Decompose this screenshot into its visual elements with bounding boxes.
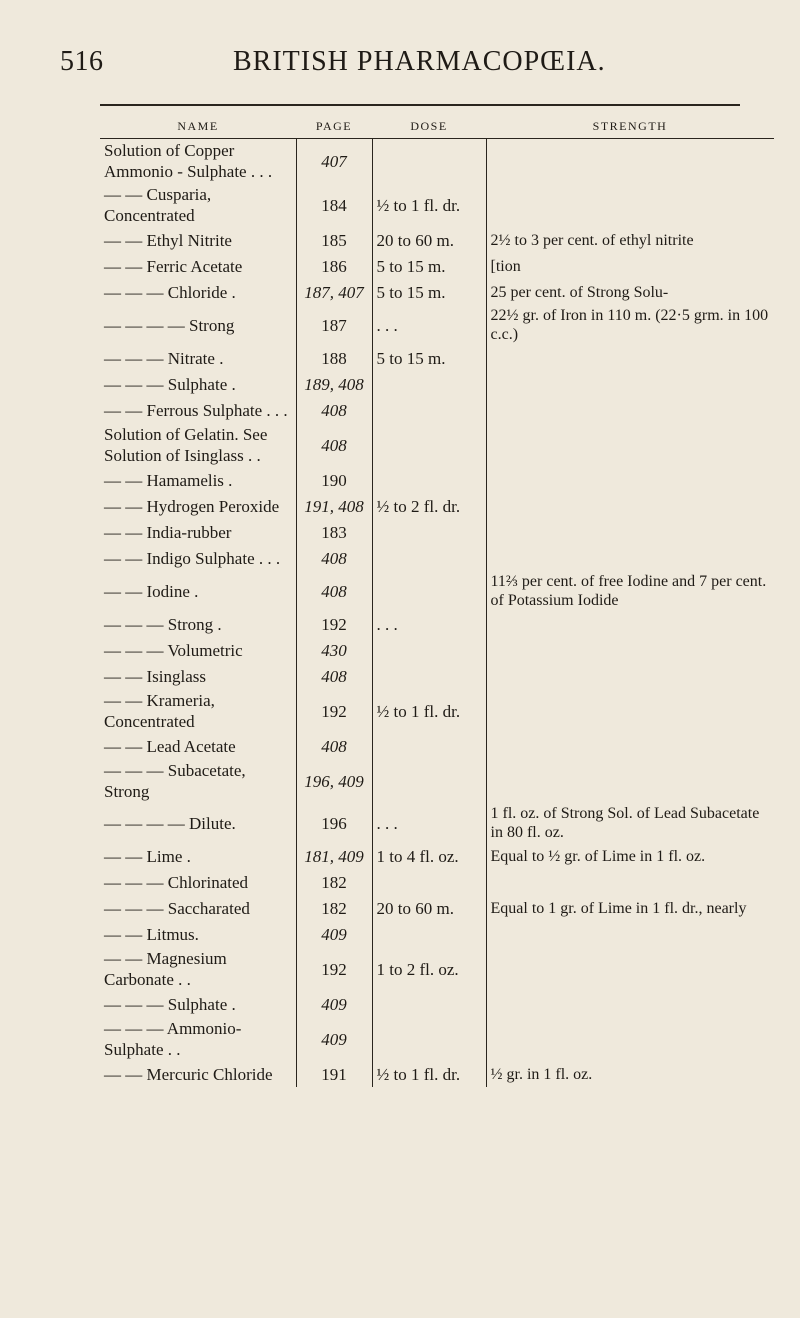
- table-row: [100, 545, 774, 571]
- cell-name: — — Magnesium Carbonate . .: [104, 949, 227, 989]
- cell-dose: [372, 991, 486, 1017]
- cell-page: 191: [296, 1061, 372, 1087]
- cell-strength: 22½ gr. of Iron in 110 m. (22·5 grm. in 100 c.c.): [486, 305, 774, 345]
- cell-name: — — — Sulphate .: [104, 994, 236, 1014]
- cell-strength: [486, 1017, 774, 1061]
- cell-name: — — India-rubber: [104, 522, 232, 542]
- table-row: [100, 279, 774, 305]
- cell-page: 190: [296, 467, 372, 493]
- cell-page: 430: [296, 637, 372, 663]
- cell-strength: Equal to ½ gr. of Lime in 1 fl. oz.: [486, 843, 774, 869]
- cell-page: 408: [296, 571, 372, 611]
- cell-dose: [372, 759, 486, 803]
- table-row: [100, 947, 774, 991]
- cell-page: 181, 409: [296, 843, 372, 869]
- cell-page: 182: [296, 869, 372, 895]
- cell-dose: [372, 139, 486, 184]
- column-header-name: NAME: [100, 116, 296, 139]
- cell-strength: [486, 611, 774, 637]
- cell-name: — — — — Strong: [104, 315, 235, 335]
- table-row: [100, 305, 774, 345]
- cell-page: 183: [296, 519, 372, 545]
- table-row: [100, 843, 774, 869]
- cell-name: — — — Chlorinated: [104, 872, 249, 892]
- cell-page: 408: [296, 545, 372, 571]
- cell-page: 408: [296, 733, 372, 759]
- cell-dose: [372, 545, 486, 571]
- cell-name: — — — Strong .: [104, 614, 222, 634]
- cell-strength: [486, 423, 774, 467]
- cell-dose: ½ to 1 fl. dr.: [372, 1061, 486, 1087]
- table-row: [100, 611, 774, 637]
- column-header-strength: STRENGTH: [486, 116, 774, 139]
- cell-dose: [372, 467, 486, 493]
- cell-dose: [372, 571, 486, 611]
- cell-name: — — Litmus.: [104, 924, 199, 944]
- cell-strength: [486, 759, 774, 803]
- table-row: [100, 1017, 774, 1061]
- cell-strength: [486, 493, 774, 519]
- cell-page: 409: [296, 1017, 372, 1061]
- cell-dose: [372, 371, 486, 397]
- cell-name: — — Ferrous Sulphate . . .: [104, 400, 288, 420]
- table-row: [100, 1061, 774, 1087]
- cell-strength: 11⅔ per cent. of free Iodine and 7 per cent. of Potassium Iodide: [486, 571, 774, 611]
- cell-page: 409: [296, 921, 372, 947]
- table-row: [100, 759, 774, 803]
- cell-dose: [372, 733, 486, 759]
- cell-name: — — Hamamelis .: [104, 470, 233, 490]
- table-row: [100, 397, 774, 423]
- cell-name: — — Lime .: [104, 846, 191, 866]
- cell-dose: ½ to 1 fl. dr.: [372, 183, 486, 227]
- cell-name: — — Cusparia, Concentrated: [104, 185, 212, 225]
- table-row: [100, 227, 774, 253]
- cell-page: 182: [296, 895, 372, 921]
- cell-dose: [372, 397, 486, 423]
- cell-dose: 1 to 4 fl. oz.: [372, 843, 486, 869]
- cell-page: 192: [296, 689, 372, 733]
- cell-strength: ½ gr. in 1 fl. oz.: [486, 1061, 774, 1087]
- cell-page: 187: [296, 305, 372, 345]
- cell-dose: . . .: [372, 611, 486, 637]
- cell-strength: Equal to 1 gr. of Lime in 1 fl. dr., nearly: [486, 895, 774, 921]
- cell-dose: [372, 921, 486, 947]
- cell-name: — — — Subacetate, Strong: [104, 761, 246, 801]
- cell-strength: [486, 371, 774, 397]
- cell-page: 409: [296, 991, 372, 1017]
- cell-strength: [486, 545, 774, 571]
- page-header: [60, 46, 740, 86]
- table-row: [100, 423, 774, 467]
- cell-name: — — Lead Acetate: [104, 736, 236, 756]
- cell-dose: . . .: [372, 803, 486, 843]
- cell-dose: 5 to 15 m.: [372, 253, 486, 279]
- cell-dose: 5 to 15 m.: [372, 345, 486, 371]
- cell-strength: [486, 869, 774, 895]
- cell-page: 192: [296, 947, 372, 991]
- cell-dose: 20 to 60 m.: [372, 227, 486, 253]
- table-row: [100, 139, 774, 184]
- cell-strength: [486, 139, 774, 184]
- header-rule: [100, 104, 740, 106]
- cell-page: 408: [296, 423, 372, 467]
- cell-strength: [486, 733, 774, 759]
- cell-page: 188: [296, 345, 372, 371]
- cell-page: 408: [296, 663, 372, 689]
- table-header-row: [100, 116, 774, 139]
- cell-page: 196: [296, 803, 372, 843]
- cell-name: — — — Nitrate .: [104, 348, 224, 368]
- cell-strength: 1 fl. oz. of Strong Sol. of Lead Subacetate in 80 fl. oz.: [486, 803, 774, 843]
- cell-name: — — Mercuric Chloride: [104, 1064, 273, 1084]
- table-row: [100, 345, 774, 371]
- cell-page: 185: [296, 227, 372, 253]
- cell-dose: [372, 423, 486, 467]
- cell-strength: [tion: [486, 253, 774, 279]
- cell-dose: 1 to 2 fl. oz.: [372, 947, 486, 991]
- cell-name: — — — Chloride .: [104, 282, 236, 302]
- table-row: [100, 689, 774, 733]
- cell-name: — — — Ammonio-Sulphate . .: [104, 1019, 242, 1059]
- table-row: [100, 663, 774, 689]
- cell-dose: [372, 1017, 486, 1061]
- cell-name: — — Indigo Sulphate . . .: [104, 548, 281, 568]
- cell-strength: 2½ to 3 per cent. of ethyl nitrite: [486, 227, 774, 253]
- cell-dose: ½ to 1 fl. dr.: [372, 689, 486, 733]
- table-row: [100, 803, 774, 843]
- table-row: [100, 493, 774, 519]
- table-row: [100, 253, 774, 279]
- cell-strength: [486, 947, 774, 991]
- table-row: [100, 895, 774, 921]
- cell-strength: [486, 921, 774, 947]
- cell-page: 408: [296, 397, 372, 423]
- cell-name: — — Ferric Acetate: [104, 256, 243, 276]
- cell-strength: [486, 991, 774, 1017]
- table-row: [100, 637, 774, 663]
- table-row: [100, 467, 774, 493]
- cell-strength: [486, 397, 774, 423]
- cell-page: 196, 409: [296, 759, 372, 803]
- cell-page: 407: [296, 139, 372, 184]
- cell-name: Solution of Copper Ammonio - Sulphate . . .: [104, 141, 273, 181]
- cell-name: — — Ethyl Nitrite: [104, 230, 232, 250]
- table-row: [100, 869, 774, 895]
- table-row: [100, 733, 774, 759]
- cell-page: 191, 408: [296, 493, 372, 519]
- cell-name: — — Hydrogen Peroxide: [104, 496, 280, 516]
- cell-name: — — — Volumetric: [104, 640, 243, 660]
- cell-page: 189, 408: [296, 371, 372, 397]
- cell-strength: [486, 519, 774, 545]
- cell-strength: [486, 663, 774, 689]
- cell-strength: [486, 467, 774, 493]
- table-row: [100, 921, 774, 947]
- cell-dose: [372, 663, 486, 689]
- cell-dose: [372, 637, 486, 663]
- cell-page: 184: [296, 183, 372, 227]
- cell-strength: [486, 183, 774, 227]
- cell-page: 186: [296, 253, 372, 279]
- cell-name: — — — Saccharated: [104, 898, 250, 918]
- cell-name: — — — — Dilute.: [104, 813, 236, 833]
- cell-strength: 25 per cent. of Strong Solu-: [486, 279, 774, 305]
- cell-name: — — Krameria, Concentrated: [104, 691, 215, 731]
- cell-dose: [372, 519, 486, 545]
- running-title: BRITISH PHARMACOPŒIA.: [233, 46, 606, 77]
- cell-dose: [372, 869, 486, 895]
- cell-dose: 5 to 15 m.: [372, 279, 486, 305]
- table-row: [100, 371, 774, 397]
- cell-page: 187, 407: [296, 279, 372, 305]
- table-row: [100, 991, 774, 1017]
- cell-name: — — Isinglass: [104, 666, 206, 686]
- cell-strength: [486, 689, 774, 733]
- column-header-dose: DOSE: [372, 116, 486, 139]
- table-row: [100, 519, 774, 545]
- page-number: 516: [60, 46, 104, 77]
- cell-dose: ½ to 2 fl. dr.: [372, 493, 486, 519]
- cell-dose: . . .: [372, 305, 486, 345]
- table-row: [100, 183, 774, 227]
- column-header-page: PAGE: [296, 116, 372, 139]
- table-body: [100, 139, 774, 1088]
- cell-name: Solution of Gelatin. See Solution of Isinglass . .: [104, 425, 268, 465]
- cell-strength: [486, 345, 774, 371]
- solutions-table: [100, 116, 774, 1087]
- cell-strength: [486, 637, 774, 663]
- cell-name: — — — Sulphate .: [104, 374, 236, 394]
- cell-page: 192: [296, 611, 372, 637]
- cell-dose: 20 to 60 m.: [372, 895, 486, 921]
- table-row: [100, 571, 774, 611]
- cell-name: — — Iodine .: [104, 581, 199, 601]
